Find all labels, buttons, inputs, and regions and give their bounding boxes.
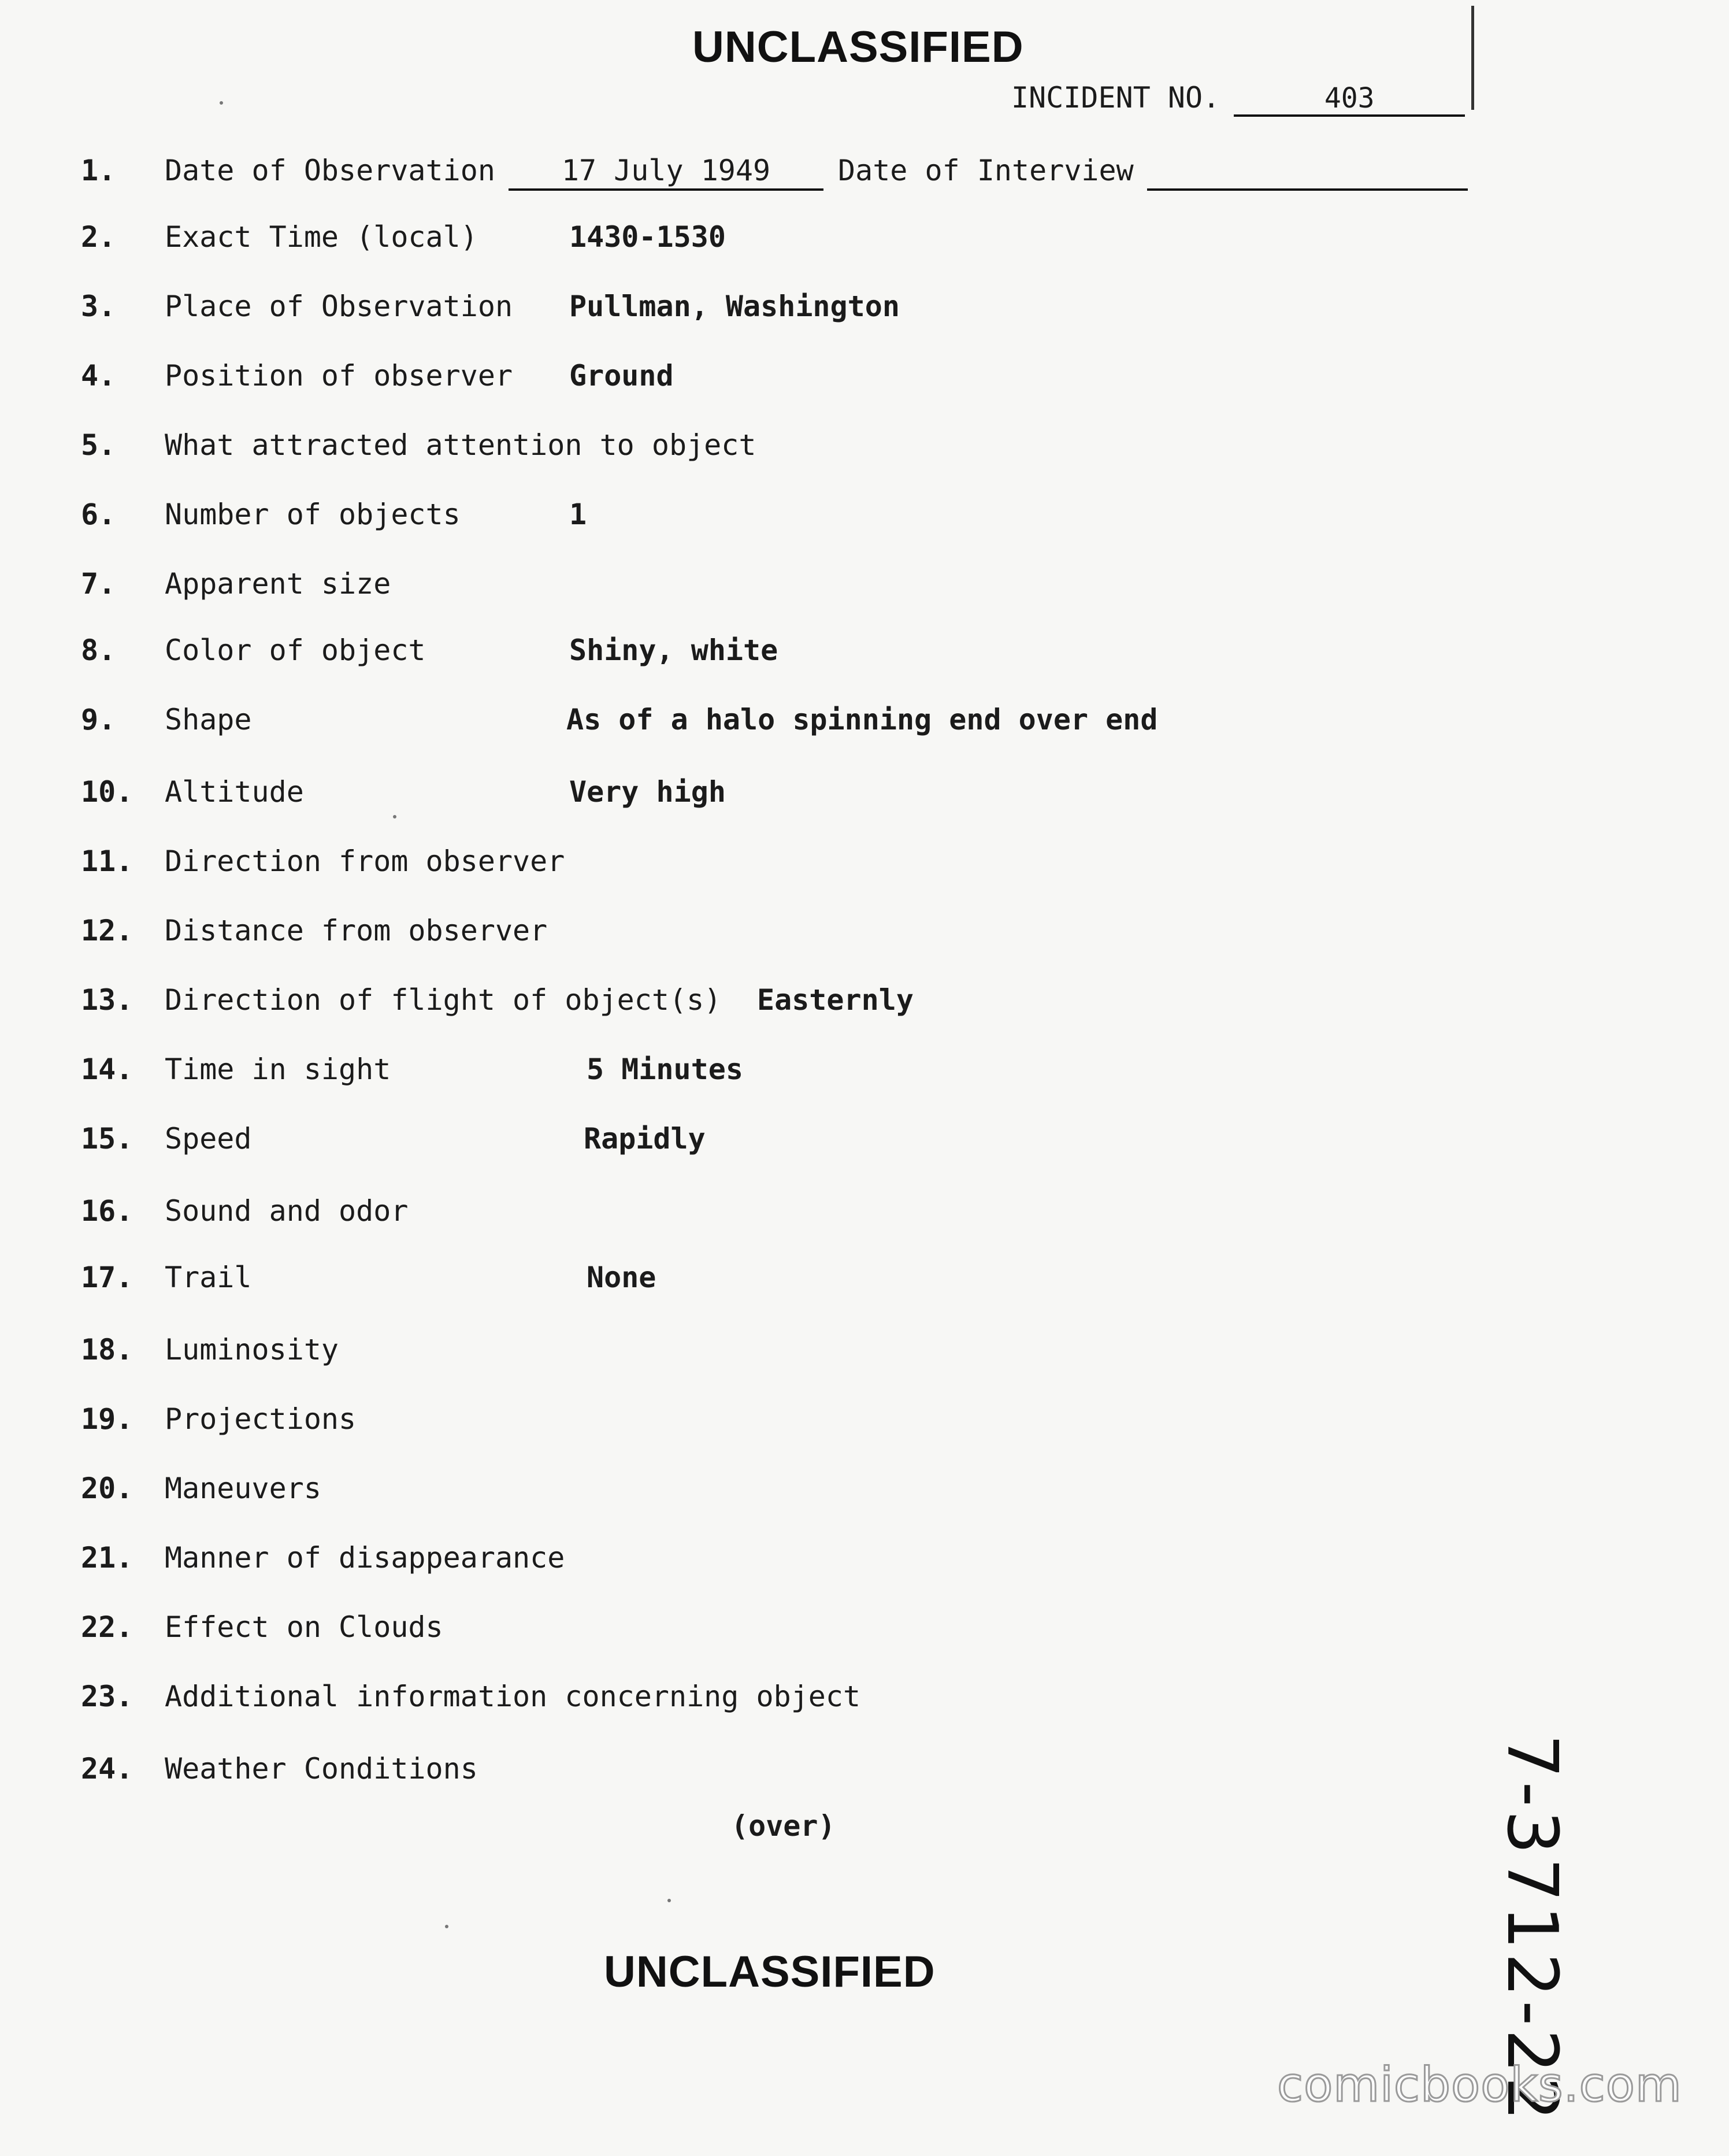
item-number: 23.	[81, 1680, 133, 1713]
dust-speck	[220, 101, 223, 105]
item-number: 10.	[81, 775, 133, 809]
date-of-observation-value: 17 July 1949	[509, 145, 823, 191]
item-number: 4.	[81, 359, 116, 392]
item-value: Easternly	[757, 983, 914, 1017]
item-number: 21.	[81, 1541, 133, 1575]
page-edge-mark	[1471, 6, 1474, 110]
dust-speck	[393, 815, 396, 818]
item-number: 16.	[81, 1194, 133, 1228]
item-number: 9.	[81, 703, 116, 736]
item-value: 5 Minutes	[587, 1053, 743, 1086]
item-label: Trail	[165, 1261, 252, 1294]
incident-number-field	[1011, 81, 1465, 117]
dust-speck	[445, 1925, 448, 1928]
item-number: 1.	[81, 154, 116, 187]
item-value: Ground	[569, 359, 674, 392]
item-number: 7.	[81, 567, 116, 601]
item-value: Very high	[569, 775, 726, 809]
item-number: 24.	[81, 1752, 133, 1785]
form-row-1	[0, 145, 1729, 197]
item-label: Date of Observation	[165, 154, 495, 187]
item-label: Time in sight	[165, 1053, 391, 1086]
item-number: 12.	[81, 914, 133, 947]
item-label: Shape	[165, 703, 252, 736]
item-label: Weather Conditions	[165, 1752, 478, 1785]
item-label: Place of Observation	[165, 290, 513, 323]
item-label: Number of objects	[165, 498, 461, 531]
item-value: As of a halo spinning end over end	[566, 703, 1158, 736]
site-watermark: comicbooks.com	[1277, 2058, 1682, 2113]
item-label: Exact Time (local)	[165, 220, 478, 254]
classification-stamp-top: UNCLASSIFIED	[692, 23, 1024, 72]
item-number: 2.	[81, 220, 116, 254]
item-label: Effect on Clouds	[165, 1610, 443, 1644]
item-label: Apparent size	[165, 567, 391, 601]
item-number: 22.	[81, 1610, 133, 1644]
item-label: Maneuvers	[165, 1472, 321, 1505]
item-label: Color of object	[165, 634, 426, 667]
over-note: (over)	[731, 1809, 836, 1843]
item-label: Additional information concerning object	[165, 1680, 861, 1713]
item-label: Sound and odor	[165, 1194, 409, 1228]
item-number: 13.	[81, 983, 133, 1017]
item-number: 20.	[81, 1472, 133, 1505]
item-number: 14.	[81, 1053, 133, 1086]
item-value: None	[587, 1261, 656, 1294]
item-number: 19.	[81, 1402, 133, 1436]
item-value: 1430-1530	[569, 220, 726, 254]
item-number: 6.	[81, 498, 116, 531]
classification-stamp-bottom: UNCLASSIFIED	[604, 1947, 936, 1996]
item-number: 18.	[81, 1333, 133, 1366]
item-label: Luminosity	[165, 1333, 339, 1366]
date-of-interview-label: Date of Interview	[838, 154, 1134, 187]
item-label: Manner of disappearance	[165, 1541, 565, 1575]
item-number: 11.	[81, 844, 133, 878]
handwritten-file-code: 7-3712-22	[1491, 1734, 1572, 2125]
item-label: Direction from observer	[165, 844, 565, 878]
item-number: 8.	[81, 634, 116, 667]
item-value: 1	[569, 498, 587, 531]
date-of-interview-value	[1147, 145, 1468, 191]
item-label: Direction of flight of object(s)	[165, 983, 722, 1017]
item-label: Position of observer	[165, 359, 513, 392]
item-label: Projections	[165, 1402, 357, 1436]
item-number: 17.	[81, 1261, 133, 1294]
item-value: Rapidly	[584, 1122, 706, 1155]
incident-label: INCIDENT NO.	[1011, 81, 1220, 114]
item-number: 5.	[81, 428, 116, 462]
incident-number-value: 403	[1234, 82, 1465, 117]
item-label: Distance from observer	[165, 914, 548, 947]
item-number: 3.	[81, 290, 116, 323]
item-label: Altitude	[165, 775, 304, 809]
item-label: What attracted attention to object	[165, 428, 756, 462]
item-number: 15.	[81, 1122, 133, 1155]
item-value: Pullman, Washington	[569, 290, 900, 323]
item-label: Speed	[165, 1122, 252, 1155]
dust-speck	[667, 1899, 671, 1902]
item-value: Shiny, white	[569, 634, 778, 667]
